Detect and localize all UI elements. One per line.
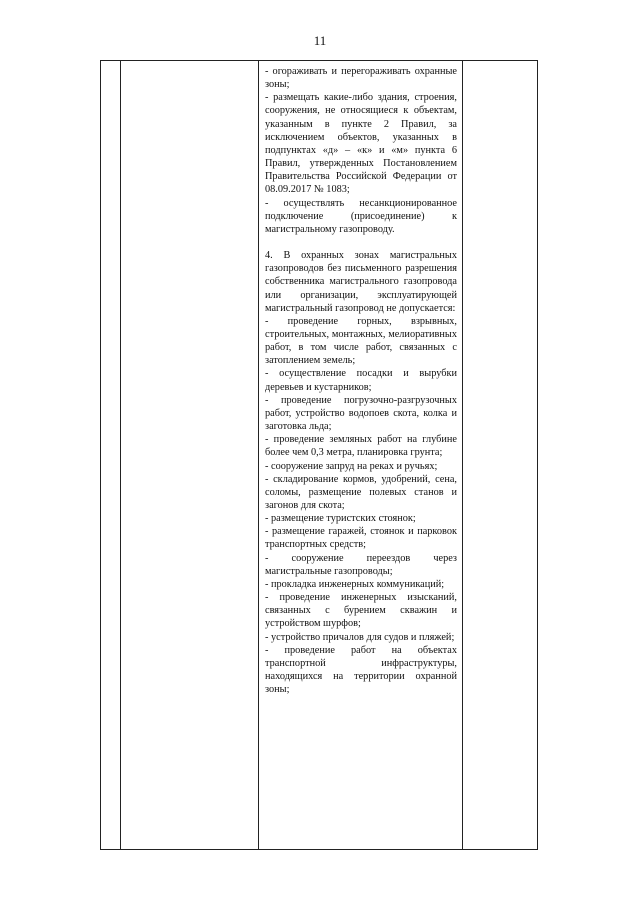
restriction-item: - сооружение запруд на реках и ручьях; <box>265 460 438 472</box>
restriction-item: - складирование кормов, удобрений, сена, соломы, размещение полевых станов и загонов для скота; <box>265 473 457 511</box>
restriction-item: - проведение земляных работ на глубине более чем 0,3 метра, планировка грунта; <box>265 434 457 459</box>
restriction-item: - проведение погрузочно-разгрузочных работ, устройство водопоев скота, колка и заготовка льда; <box>265 394 457 433</box>
restriction-item: - прокладка инженерных коммуникаций; <box>265 578 445 590</box>
paragraph-gap <box>265 236 457 249</box>
restriction-item: - проведение инженерных изысканий, связанных с бурением скважин и устройством шурфов; <box>265 592 457 630</box>
document-table <box>100 60 538 850</box>
table-cell-notes <box>463 61 538 850</box>
restriction-item: - размещать какие-либо здания, строения, сооружения, не относящиеся к объектам, указанным в пункте 2 Правил, за исключением объектов, указанных в подпунктах «д» – «к» и «м» пункта 6 Правил, утвержденных Постановлением Правительства Российской Федерации от 08.09.2017 № 1083; <box>265 92 457 196</box>
restriction-item: - огораживать и перегораживать охранные зоны; <box>265 66 457 91</box>
table-cell-number <box>101 61 121 850</box>
section-intro: 4. В охранных зонах магистральных газопроводов без письменного разрешения собственника магистрального газопровода или организации, эксплуатирующей магистральный газопровод не допускается: <box>265 250 457 314</box>
restriction-item: - осуществление посадки и вырубки деревьев и кустарников; <box>265 368 457 393</box>
table-cell-restrictions <box>259 61 463 850</box>
restriction-item: - сооружение переездов через магистральные газопроводы; <box>265 552 457 577</box>
restriction-item: - осуществлять несанкционированное подключение (присоединение) к магистральному газопроводу. <box>265 197 457 235</box>
restriction-item: - размещение туристских стоянок; <box>265 513 416 525</box>
table-row <box>101 61 538 850</box>
restriction-item: - проведение горных, взрывных, строительных, монтажных, мелиоративных работ, в том числе работ, связанных с затоплением земель; <box>265 315 457 367</box>
table-cell-name <box>121 61 259 850</box>
page-number: 11 <box>313 33 327 48</box>
restriction-item: - размещение гаражей, стоянок и парковок транспортных средств; <box>265 526 457 551</box>
restriction-item: - устройство причалов для судов и пляжей; <box>265 631 455 643</box>
restriction-item: - проведение работ на объектах транспортной инфраструктуры, находящихся на территории охранной зоны; <box>265 644 457 696</box>
